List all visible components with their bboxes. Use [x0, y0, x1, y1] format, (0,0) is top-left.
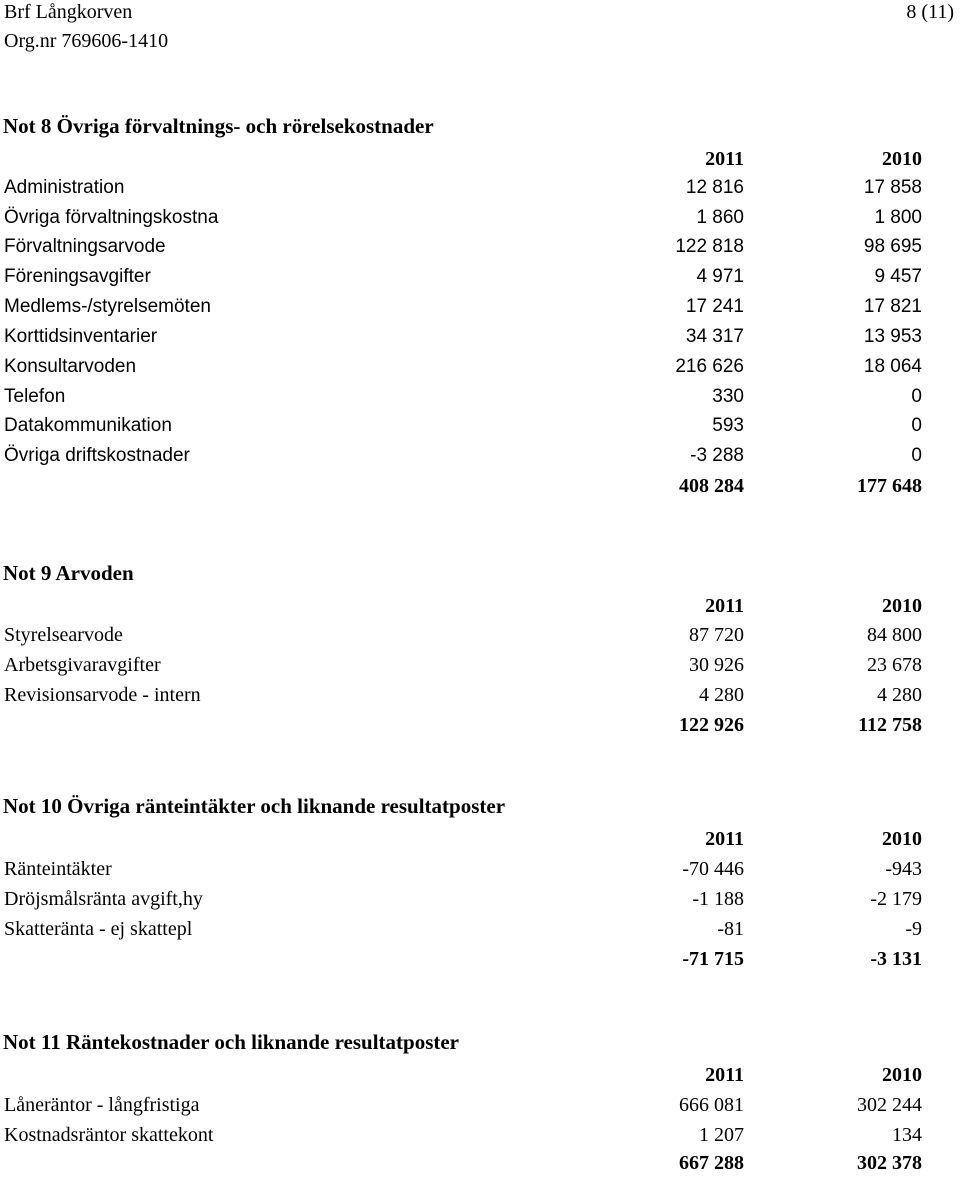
- total-2011: 408 284: [679, 475, 744, 497]
- value-2010: 23 678: [867, 654, 922, 676]
- total-2010: -3 131: [870, 948, 922, 970]
- value-2011: 87 720: [689, 624, 744, 646]
- value-2011: 4 280: [699, 684, 744, 706]
- year-header-2010: 2010: [882, 148, 922, 170]
- row-label: Förvaltningsarvode: [4, 236, 166, 257]
- table-row: [0, 176, 960, 206]
- value-2010: 0: [911, 415, 922, 436]
- value-2010: 84 800: [867, 624, 922, 646]
- value-2010: -9: [905, 918, 922, 940]
- table-row: [0, 325, 960, 355]
- value-2011: 666 081: [679, 1094, 744, 1116]
- value-2011: 1 860: [696, 207, 744, 228]
- total-row: [0, 947, 960, 977]
- total-row: [0, 713, 960, 743]
- row-label: Övriga driftskostnader: [4, 445, 190, 466]
- table-row: [0, 235, 960, 265]
- table-row: [0, 653, 960, 683]
- value-2010: 0: [911, 386, 922, 407]
- table-row: [0, 355, 960, 385]
- row-label: Korttidsinventarier: [4, 326, 158, 347]
- value-2011: -1 188: [692, 888, 744, 910]
- value-2011: 122 818: [675, 236, 744, 257]
- table-row: [0, 295, 960, 325]
- organization-name: Brf Långkorven: [4, 1, 133, 23]
- value-2011: 30 926: [689, 654, 744, 676]
- note-title: Not 10 Övriga ränteintäkter och liknande resultatposter: [3, 794, 506, 818]
- value-2011: -70 446: [682, 858, 744, 880]
- table-row: [0, 206, 960, 236]
- value-2011: -81: [717, 918, 744, 940]
- value-2010: -2 179: [870, 888, 922, 910]
- table-row: [0, 444, 960, 474]
- row-label: Skatteränta - ej skattepl: [4, 918, 193, 940]
- note-title: Not 9 Arvoden: [3, 561, 134, 585]
- total-2010: 302 378: [857, 1152, 922, 1174]
- value-2011: 17 241: [685, 296, 744, 317]
- total-2011: 667 288: [679, 1152, 744, 1174]
- table-row: [0, 1093, 960, 1123]
- total-2011: -71 715: [682, 948, 744, 970]
- table-row: [0, 857, 960, 887]
- row-label: Administration: [4, 177, 125, 198]
- value-2011: -3 288: [690, 445, 744, 466]
- row-label: Övriga förvaltningskostna: [4, 207, 219, 228]
- value-2010: 1 800: [874, 207, 922, 228]
- table-row: [0, 887, 960, 917]
- row-label: Föreningsavgifter: [4, 266, 151, 287]
- year-header-2010: 2010: [882, 828, 922, 850]
- value-2010: 0: [911, 445, 922, 466]
- value-2010: 4 280: [877, 684, 922, 706]
- table-row: [0, 683, 960, 713]
- organization-number: Org.nr 769606-1410: [4, 30, 169, 52]
- table-row: [0, 623, 960, 653]
- table-row: [0, 917, 960, 947]
- year-header-2010: 2010: [882, 1064, 922, 1086]
- value-2010: 98 695: [863, 236, 922, 257]
- value-2011: 1 207: [699, 1124, 744, 1146]
- row-label: Ränteintäkter: [4, 858, 112, 880]
- page-number: 8 (11): [906, 1, 954, 23]
- total-2011: 122 926: [679, 714, 744, 736]
- value-2010: 9 457: [874, 266, 922, 287]
- value-2011: 593: [712, 415, 744, 436]
- row-label: Telefon: [4, 386, 66, 407]
- value-2010: 18 064: [863, 356, 922, 377]
- row-label: Medlems-/styrelsemöten: [4, 296, 211, 317]
- row-label: Konsultarvoden: [4, 356, 137, 377]
- row-label: Dröjsmålsränta avgift,hy: [4, 888, 203, 910]
- value-2011: 4 971: [696, 266, 744, 287]
- value-2010: 17 821: [863, 296, 922, 317]
- note-title: Not 8 Övriga förvaltnings- och rörelsekostnader: [3, 114, 434, 138]
- table-row: [0, 385, 960, 415]
- year-header-2010: 2010: [882, 595, 922, 617]
- total-2010: 177 648: [857, 475, 922, 497]
- row-label: Revisionsarvode - intern: [4, 684, 201, 706]
- row-label: Kostnadsräntor skattekont: [4, 1124, 214, 1146]
- row-label: Arbetsgivaravgifter: [4, 654, 161, 676]
- year-header-2011: 2011: [705, 595, 744, 617]
- total-row: [0, 1151, 960, 1181]
- note-title: Not 11 Räntekostnader och liknande resultatposter: [3, 1030, 460, 1054]
- total-2010: 112 758: [858, 714, 922, 736]
- value-2011: 34 317: [685, 326, 744, 347]
- table-row: [0, 1123, 960, 1153]
- row-label: Datakommunikation: [4, 415, 172, 436]
- year-header-2011: 2011: [705, 828, 744, 850]
- value-2011: 12 816: [685, 177, 744, 198]
- value-2011: 216 626: [675, 356, 744, 377]
- value-2011: 330: [712, 386, 744, 407]
- value-2010: 13 953: [863, 326, 922, 347]
- total-row: [0, 474, 960, 504]
- value-2010: 134: [892, 1124, 922, 1146]
- row-label: Styrelsearvode: [4, 624, 123, 646]
- year-header-2011: 2011: [705, 1064, 744, 1086]
- year-header-2011: 2011: [705, 148, 744, 170]
- table-row: [0, 265, 960, 295]
- value-2010: 302 244: [857, 1094, 922, 1116]
- value-2010: -943: [885, 858, 922, 880]
- row-label: Låneräntor - långfristiga: [4, 1094, 200, 1116]
- table-row: [0, 414, 960, 444]
- value-2010: 17 858: [863, 177, 922, 198]
